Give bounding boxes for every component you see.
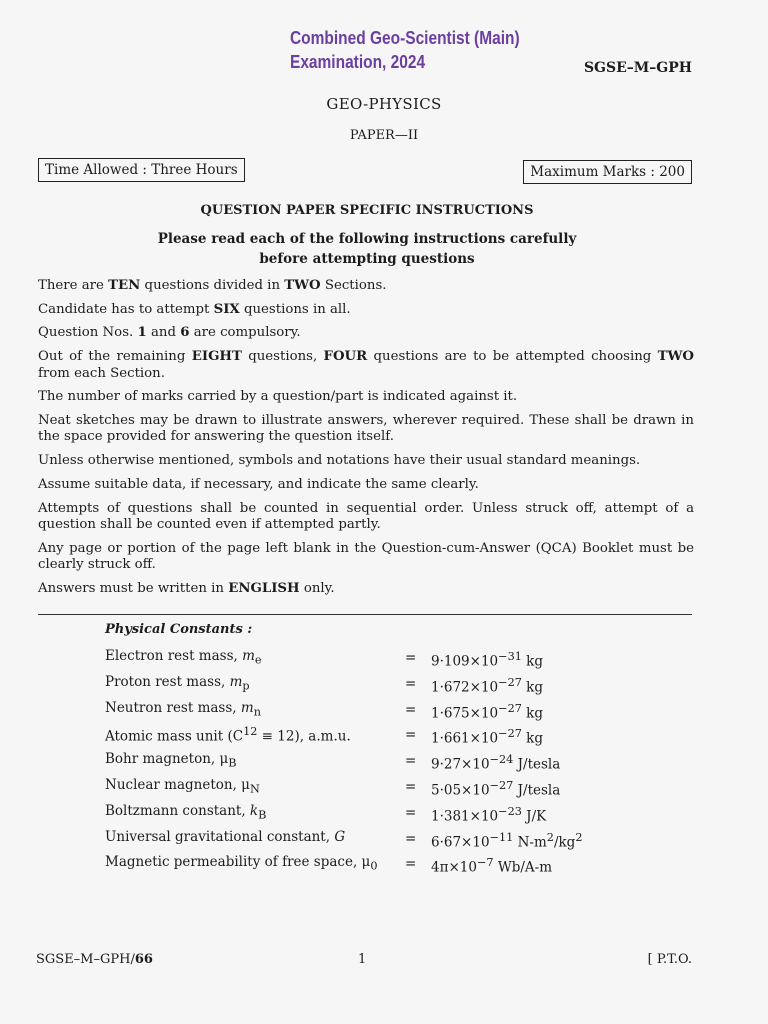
instructions-title: QUESTION PAPER SPECIFIC INSTRUCTIONS [200,203,534,218]
rich-text-sup: 12 [243,725,258,739]
constants-heading: Physical Constants : [105,622,253,637]
footer-paper-code [36,952,153,967]
rich-text-sup: −27 [498,701,522,715]
constant-equals: = [405,856,417,873]
rich-text-i: m [229,673,243,690]
constant-row [105,829,705,851]
constant-value: $9\cdot 27\times 10^{-24}$ J/tesla [431,753,561,773]
instruction-item: There are TEN questions divided in TWO Sections. [38,278,387,293]
constant-value: $1\cdot 672\times 10^{-27}$ kg [431,675,544,696]
rich-text-b: 6 [180,325,190,341]
rich-text-b: FOUR [323,349,368,365]
constant-name: Boltzmann constant, $k_B$ [105,802,267,822]
constant-equals: = [405,727,417,744]
instructions-subtitle-line2: before attempting questions [259,251,475,267]
instruction-item: Assume suitable data, if necessary, and indicate the same clearly. [38,476,479,492]
rich-text-b: TWO [657,349,695,365]
constant-name: Nuclear magneton, $\mu_N$ [105,777,260,796]
paper-number: PAPER—II [349,128,419,143]
constant-value: $1\cdot 661\times 10^{-27}$ kg [431,727,544,747]
constant-value: $5\cdot 05\times 10^{-27}$ J/tesla [431,779,561,799]
rich-text-sub: B [258,808,267,822]
instruction-item: Neat sketches may be drawn to illustrate answers, wherever required. These shall be drawn in the space provided for answering the question itself. [38,412,694,445]
rich-text-b: 1 [137,325,147,341]
constant-equals: = [405,675,417,692]
footer-code-prefix: SGSE–M–GPH/ [36,952,135,967]
rich-text-sup: −24 [489,753,514,767]
constant-name: Magnetic permeability of free space, $\mu_0$ [105,854,378,874]
constant-row [105,674,705,696]
rich-text-sup: −27 [498,727,522,741]
instructions-subtitle [0,229,734,269]
rich-text-i: m [240,699,254,716]
rich-text-i: k [249,802,259,819]
section-divider [38,614,692,615]
rich-text-i: G [334,828,346,845]
constant-equals: = [405,650,417,666]
instruction-item: Question Nos. 1 and 6 are compulsory. [38,325,301,341]
instruction-item: Out of the remaining EIGHT questions, FOUR questions are to be attempted choosing TWO from each Section. [38,349,695,381]
instruction-item: Answers must be written in ENGLISH only. [38,580,335,596]
rich-text-b: TEN [108,278,141,293]
rich-text-b: SIX [213,301,240,317]
rich-text-sup: −11 [489,830,514,844]
instructions-list [38,278,694,605]
constant-row [105,700,705,722]
rich-text-sup: 2 [546,830,554,844]
constant-name: Proton rest mass, $m_p$ [105,673,250,693]
constant-value: $4\pi\times 10^{-7}$ Wb/A-m [431,856,553,876]
constant-value: $6\cdot 67\times 10^{-11}$ $N-m^2/kg^2$ [431,830,583,851]
rich-text-sup: −27 [498,675,522,689]
footer-code-suffix: 66 [134,952,153,967]
rich-text-sub: n [253,705,261,719]
rich-text-b: TWO [284,278,321,293]
subject-title: GEO-PHYSICS [326,95,442,113]
constant-value: $9\cdot 109\times 10^{-31}$ kg [431,650,544,670]
constant-row [105,648,705,670]
constant-name: Neutron rest mass, $m_n$ [105,699,261,719]
rich-text-sup: −27 [489,779,514,792]
instructions-subtitle-line1: Please read each of the following instructions carefully [157,231,577,247]
constant-row [105,777,705,799]
constant-equals: = [405,830,417,847]
rich-text-sub: p [242,679,250,693]
exam-stamp [290,26,520,74]
constant-equals: = [405,753,417,770]
constant-equals: = [405,779,417,795]
instruction-item: Candidate has to attempt SIX questions in all. [38,301,351,317]
constant-name: Bohr magneton, $\mu_B$ [105,751,237,770]
instruction-item: Attempts of questions shall be counted in sequential order. Unless struck off, attempt of a question shall be counted even if attempted partly. [38,500,694,532]
rich-text-sub: B [228,756,237,770]
constant-value: $1\cdot 675\times 10^{-27}$ kg [431,701,544,722]
paper-code: SGSE–M–GPH [583,60,692,76]
exam-stamp-line1: Combined Geo-Scientist (Main) [290,28,520,48]
rich-text-i: m [242,648,255,664]
page-number: 1 [358,952,367,967]
rich-text-sub: 0 [370,860,378,874]
rich-text-sup: 2 [575,830,583,844]
maximum-marks-box: Maximum Marks : 200 [523,160,692,184]
instruction-item: Unless otherwise mentioned, symbols and notations have their usual standard meanings. [38,453,641,469]
constant-row [105,803,705,825]
constant-name: Electron rest mass, $m_e$ [105,648,262,667]
rich-text-sup: −7 [476,856,494,870]
exam-stamp-line2: Examination, 2024 [290,52,426,72]
rich-text-sup: −23 [498,804,522,818]
constant-value: $1\cdot 381\times 10^{-23}$ J/K [431,804,547,825]
constant-row [105,854,705,876]
constant-equals: = [405,701,417,718]
constant-name: Universal gravitational constant, G [105,828,346,845]
rich-text-sub: e [254,653,262,667]
constant-row [105,725,705,747]
rich-text-b: ENGLISH [228,580,300,596]
time-allowed-box: Time Allowed : Three Hours [38,158,245,182]
rich-text-sub: N [249,782,260,796]
constant-equals: = [405,804,417,821]
instruction-item: Any page or portion of the page left blank in the Question-cum-Answer (QCA) Booklet must be clearly struck off. [38,540,694,573]
constant-name: Atomic mass unit $(C^{12} \equiv 12)$, a.m.u. [105,725,351,745]
rich-text-sup: −31 [498,650,522,663]
rich-text-b: EIGHT [191,349,242,365]
please-turn-over: [ P.T.O. [647,952,692,967]
constant-row [105,751,705,773]
instruction-item: The number of marks carried by a question/part is indicated against it. [38,389,518,405]
